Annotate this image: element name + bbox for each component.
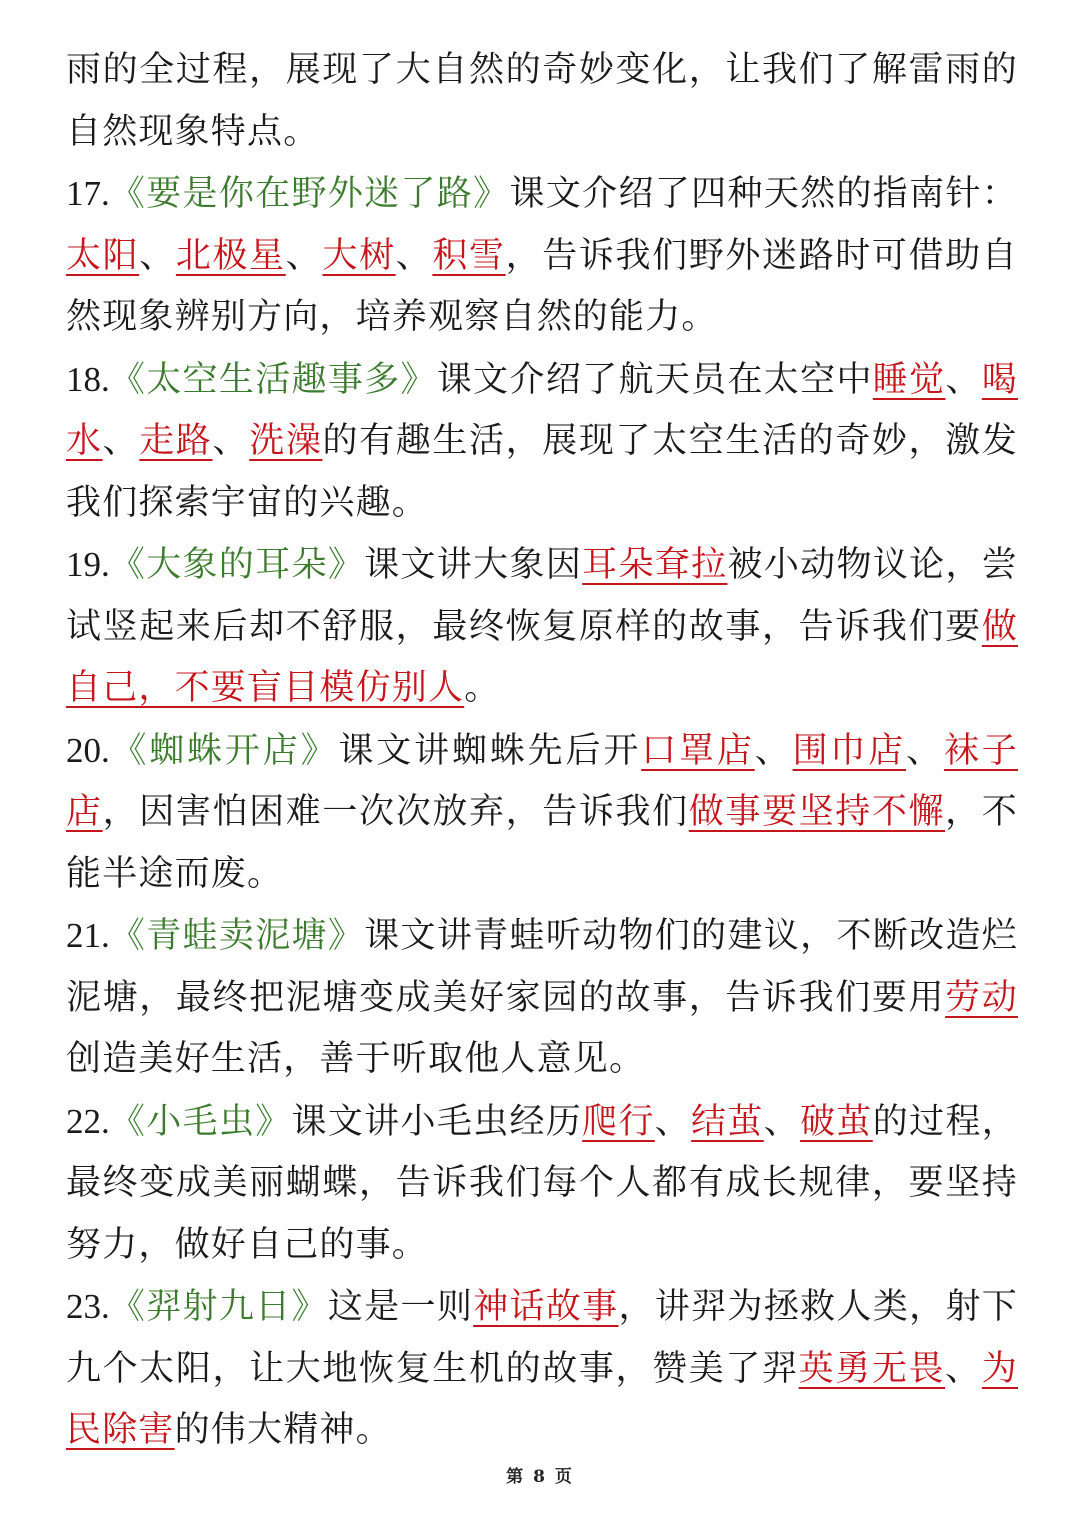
key-point: 结茧	[691, 1101, 764, 1142]
key-point: 喝水	[66, 359, 1019, 461]
item-text: 。	[464, 668, 501, 708]
key-point: 破茧	[800, 1101, 873, 1142]
key-point: 劳动	[945, 977, 1018, 1018]
item-text: 课文讲大象因	[364, 545, 583, 585]
item-text: ，讲羿为拯救人类，射下九个太阳，让大地恢复生机的故事，赞美了羿	[66, 1287, 1019, 1389]
key-point: 口罩店	[641, 730, 755, 771]
intro-paragraph	[66, 40, 1018, 163]
separator: 、	[906, 730, 944, 771]
key-point: 洗澡	[249, 421, 323, 461]
item-text: ，因害怕困难一次次放弃，告诉我们	[102, 792, 689, 832]
lesson-title: 《青蛙卖泥塘》	[109, 916, 365, 956]
item-number: 20.	[66, 730, 110, 770]
document-page	[66, 40, 1018, 1462]
key-point: 睡觉	[872, 359, 946, 400]
key-point: 袜子店	[66, 730, 1018, 832]
item-text: 被小动物议论，尝试竖起来后却不舒服，最终恢复原样的故事，告诉我们要	[66, 545, 1019, 647]
key-point: 做事要坚持不懈	[688, 792, 946, 832]
list-item	[66, 720, 1018, 906]
item-number: 23.	[66, 1287, 110, 1326]
key-point: 围巾店	[792, 730, 907, 771]
key-point: 太阳	[66, 235, 140, 276]
separator: 、	[654, 1101, 692, 1142]
separator: 、	[139, 235, 176, 276]
page-number: 第 8 页	[506, 1467, 574, 1487]
item-text: 课文介绍了航天员在太空中	[436, 359, 873, 400]
item-text: 这是一则	[327, 1287, 474, 1327]
item-text: 课文介绍了四种天然的指南针：	[509, 174, 1018, 214]
key-point: 走路	[139, 421, 213, 461]
list-item	[66, 1091, 1018, 1277]
list-item	[66, 349, 1018, 535]
separator: 、	[945, 1348, 982, 1389]
list-item	[66, 905, 1018, 1091]
item-text: 的过程，最终变成美丽蝴蝶，告诉我们每个人都有成长规律，要坚持努力，做好自己的事。	[66, 1101, 1018, 1265]
intro-text: 雨的全过程，展现了大自然的奇妙变化，让我们了解雷雨的自然现象特点。	[66, 50, 1018, 152]
item-text: 的有趣生活，展现了太空生活的奇妙，激发我们探索宇宙的兴趣。	[66, 421, 1019, 523]
key-point: 为民除害	[66, 1348, 1018, 1450]
item-text: 课文讲蜘蛛先后开	[338, 730, 642, 771]
item-text: 的伟大精神。	[174, 1410, 392, 1450]
separator: 、	[102, 421, 140, 461]
separator: 、	[763, 1101, 801, 1142]
key-point: 北极星	[175, 235, 286, 276]
item-text: 课文讲青蛙听动物们的建议，不断改造烂泥塘，最终把泥塘变成美好家园的故事，告诉我们要用	[66, 916, 1018, 1018]
list-item	[66, 163, 1018, 349]
key-point: 大树	[322, 235, 396, 276]
separator: 、	[395, 235, 433, 276]
separator: 、	[754, 730, 793, 771]
separator: 、	[285, 235, 323, 276]
item-text: 课文讲小毛虫经历	[291, 1101, 583, 1142]
list-item	[66, 1276, 1018, 1462]
key-point: 积雪	[432, 235, 506, 276]
item-number: 21.	[66, 916, 110, 955]
separator: 、	[212, 421, 250, 461]
lesson-title: 《大象的耳朵》	[109, 545, 365, 585]
lesson-title: 《太空生活趣事多》	[109, 359, 437, 400]
item-number: 22.	[66, 1101, 110, 1141]
item-number: 19.	[66, 545, 110, 584]
key-point: 做自己，不要盲目模仿别人	[66, 606, 1018, 708]
separator: 、	[945, 359, 982, 400]
key-point: 英勇无畏	[798, 1348, 946, 1389]
list-item	[66, 534, 1018, 720]
item-number: 17.	[66, 174, 110, 213]
item-number: 18.	[66, 359, 110, 399]
lesson-title: 《羿射九日》	[109, 1287, 328, 1327]
item-text: 创造美好生活，善于听取他人意见。	[66, 1039, 646, 1079]
lesson-title: 《要是你在野外迷了路》	[109, 174, 510, 214]
item-text: ，不能半途而废。	[66, 792, 1019, 894]
item-text: ，告诉我们野外迷路时可借助自然现象辨别方向，培养观察自然的能力。	[66, 235, 1019, 337]
key-point: 爬行	[582, 1101, 655, 1142]
key-point: 神话故事	[473, 1287, 619, 1327]
lesson-title: 《蜘蛛开店》	[109, 730, 339, 771]
lesson-title: 《小毛虫》	[109, 1101, 292, 1142]
key-point: 耳朵耷拉	[582, 545, 728, 585]
